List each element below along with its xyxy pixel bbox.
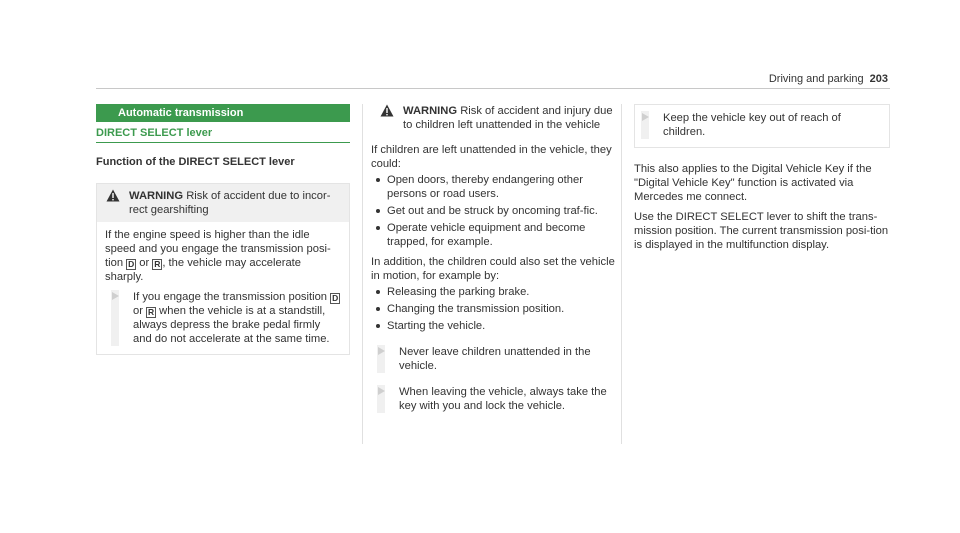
key-d-symbol: D bbox=[332, 293, 339, 303]
header-divider bbox=[96, 88, 890, 89]
step-arrow-icon bbox=[112, 292, 119, 300]
step-arrow-icon bbox=[642, 113, 649, 121]
warning-text: , the vehicle may accelerate sharply. bbox=[105, 257, 301, 283]
key-d-symbol: D bbox=[128, 259, 135, 269]
column-2 bbox=[371, 104, 619, 413]
column-separator bbox=[362, 104, 363, 444]
warning-text: or bbox=[139, 257, 150, 269]
list-item: Changing the transmission position. bbox=[371, 302, 619, 316]
step-text: Never leave children unattended in the vehicle. bbox=[399, 346, 591, 372]
list-item: Starting the vehicle. bbox=[371, 319, 619, 333]
warning-text: If the engine speed is higher than the idle speed and you engage the transmission posi-tion bbox=[105, 229, 331, 269]
section-subtitle: DIRECT SELECT lever bbox=[96, 126, 350, 143]
list-item: Get out and be struck by oncoming traf-fic. bbox=[371, 204, 619, 218]
warning-title: Risk of accident due to incor-rect gearshifting bbox=[129, 190, 331, 216]
warning-body bbox=[97, 222, 349, 354]
column-1 bbox=[96, 104, 350, 355]
step-arrow-icon bbox=[378, 347, 385, 355]
intro-paragraph: If children are left unattended in the vehicle, they could: bbox=[371, 144, 612, 170]
instruction-step bbox=[371, 385, 619, 413]
subheading: Function of the DIRECT SELECT lever bbox=[96, 156, 295, 168]
step-text: When leaving the vehicle, always take the key with you and lock the vehicle. bbox=[399, 386, 607, 412]
page-number: 203 bbox=[869, 73, 888, 85]
bullet-list bbox=[371, 173, 619, 249]
instruction-step bbox=[105, 290, 341, 346]
paragraph: Use the DIRECT SELECT lever to shift the trans-mission position. The current transmission posi-tion is displayed in the multifunction display. bbox=[634, 211, 889, 251]
list-item: Operate vehicle equipment and become trapped, for example. bbox=[371, 221, 619, 249]
intro-paragraph: In addition, the children could also set the vehicle in motion, for example by: bbox=[371, 256, 615, 282]
warning-header bbox=[371, 104, 619, 137]
section-title-bar: Automatic transmission bbox=[96, 104, 350, 122]
warning-icon bbox=[380, 104, 394, 117]
instruction-step bbox=[635, 111, 881, 139]
step-arrow-icon bbox=[378, 387, 385, 395]
column-separator bbox=[621, 104, 622, 444]
warning-header bbox=[97, 184, 349, 222]
warning-icon bbox=[106, 189, 120, 202]
instruction-box bbox=[634, 104, 890, 148]
list-item: Open doors, thereby endangering other persons or road users. bbox=[371, 173, 619, 201]
list-item: Releasing the parking brake. bbox=[371, 285, 619, 299]
warning-box bbox=[96, 183, 350, 355]
warning-paragraph bbox=[105, 228, 341, 284]
key-r-symbol: R bbox=[147, 307, 155, 317]
warning-label: WARNING bbox=[129, 190, 184, 202]
step-text: when the vehicle is at a standstill, always depress the brake pedal firmly and do not accelerate at the same time. bbox=[133, 305, 330, 345]
page-header bbox=[769, 72, 888, 86]
column-3 bbox=[634, 104, 890, 252]
step-text: If you engage the transmission position bbox=[133, 291, 328, 303]
warning-title: Risk of accident and injury due to children left unattended in the vehicle bbox=[403, 105, 613, 131]
instruction-step bbox=[371, 345, 619, 373]
header-section-title: Driving and parking bbox=[768, 73, 864, 85]
warning-label: WARNING bbox=[403, 105, 458, 117]
bullet-list bbox=[371, 285, 619, 333]
step-text: or bbox=[133, 305, 143, 317]
paragraph: This also applies to the Digital Vehicle Key if the "Digital Vehicle Key" function is activated via Mercedes me connect. bbox=[634, 163, 872, 203]
key-r-symbol: R bbox=[154, 259, 161, 269]
step-text: Keep the vehicle key out of reach of children. bbox=[663, 112, 841, 138]
